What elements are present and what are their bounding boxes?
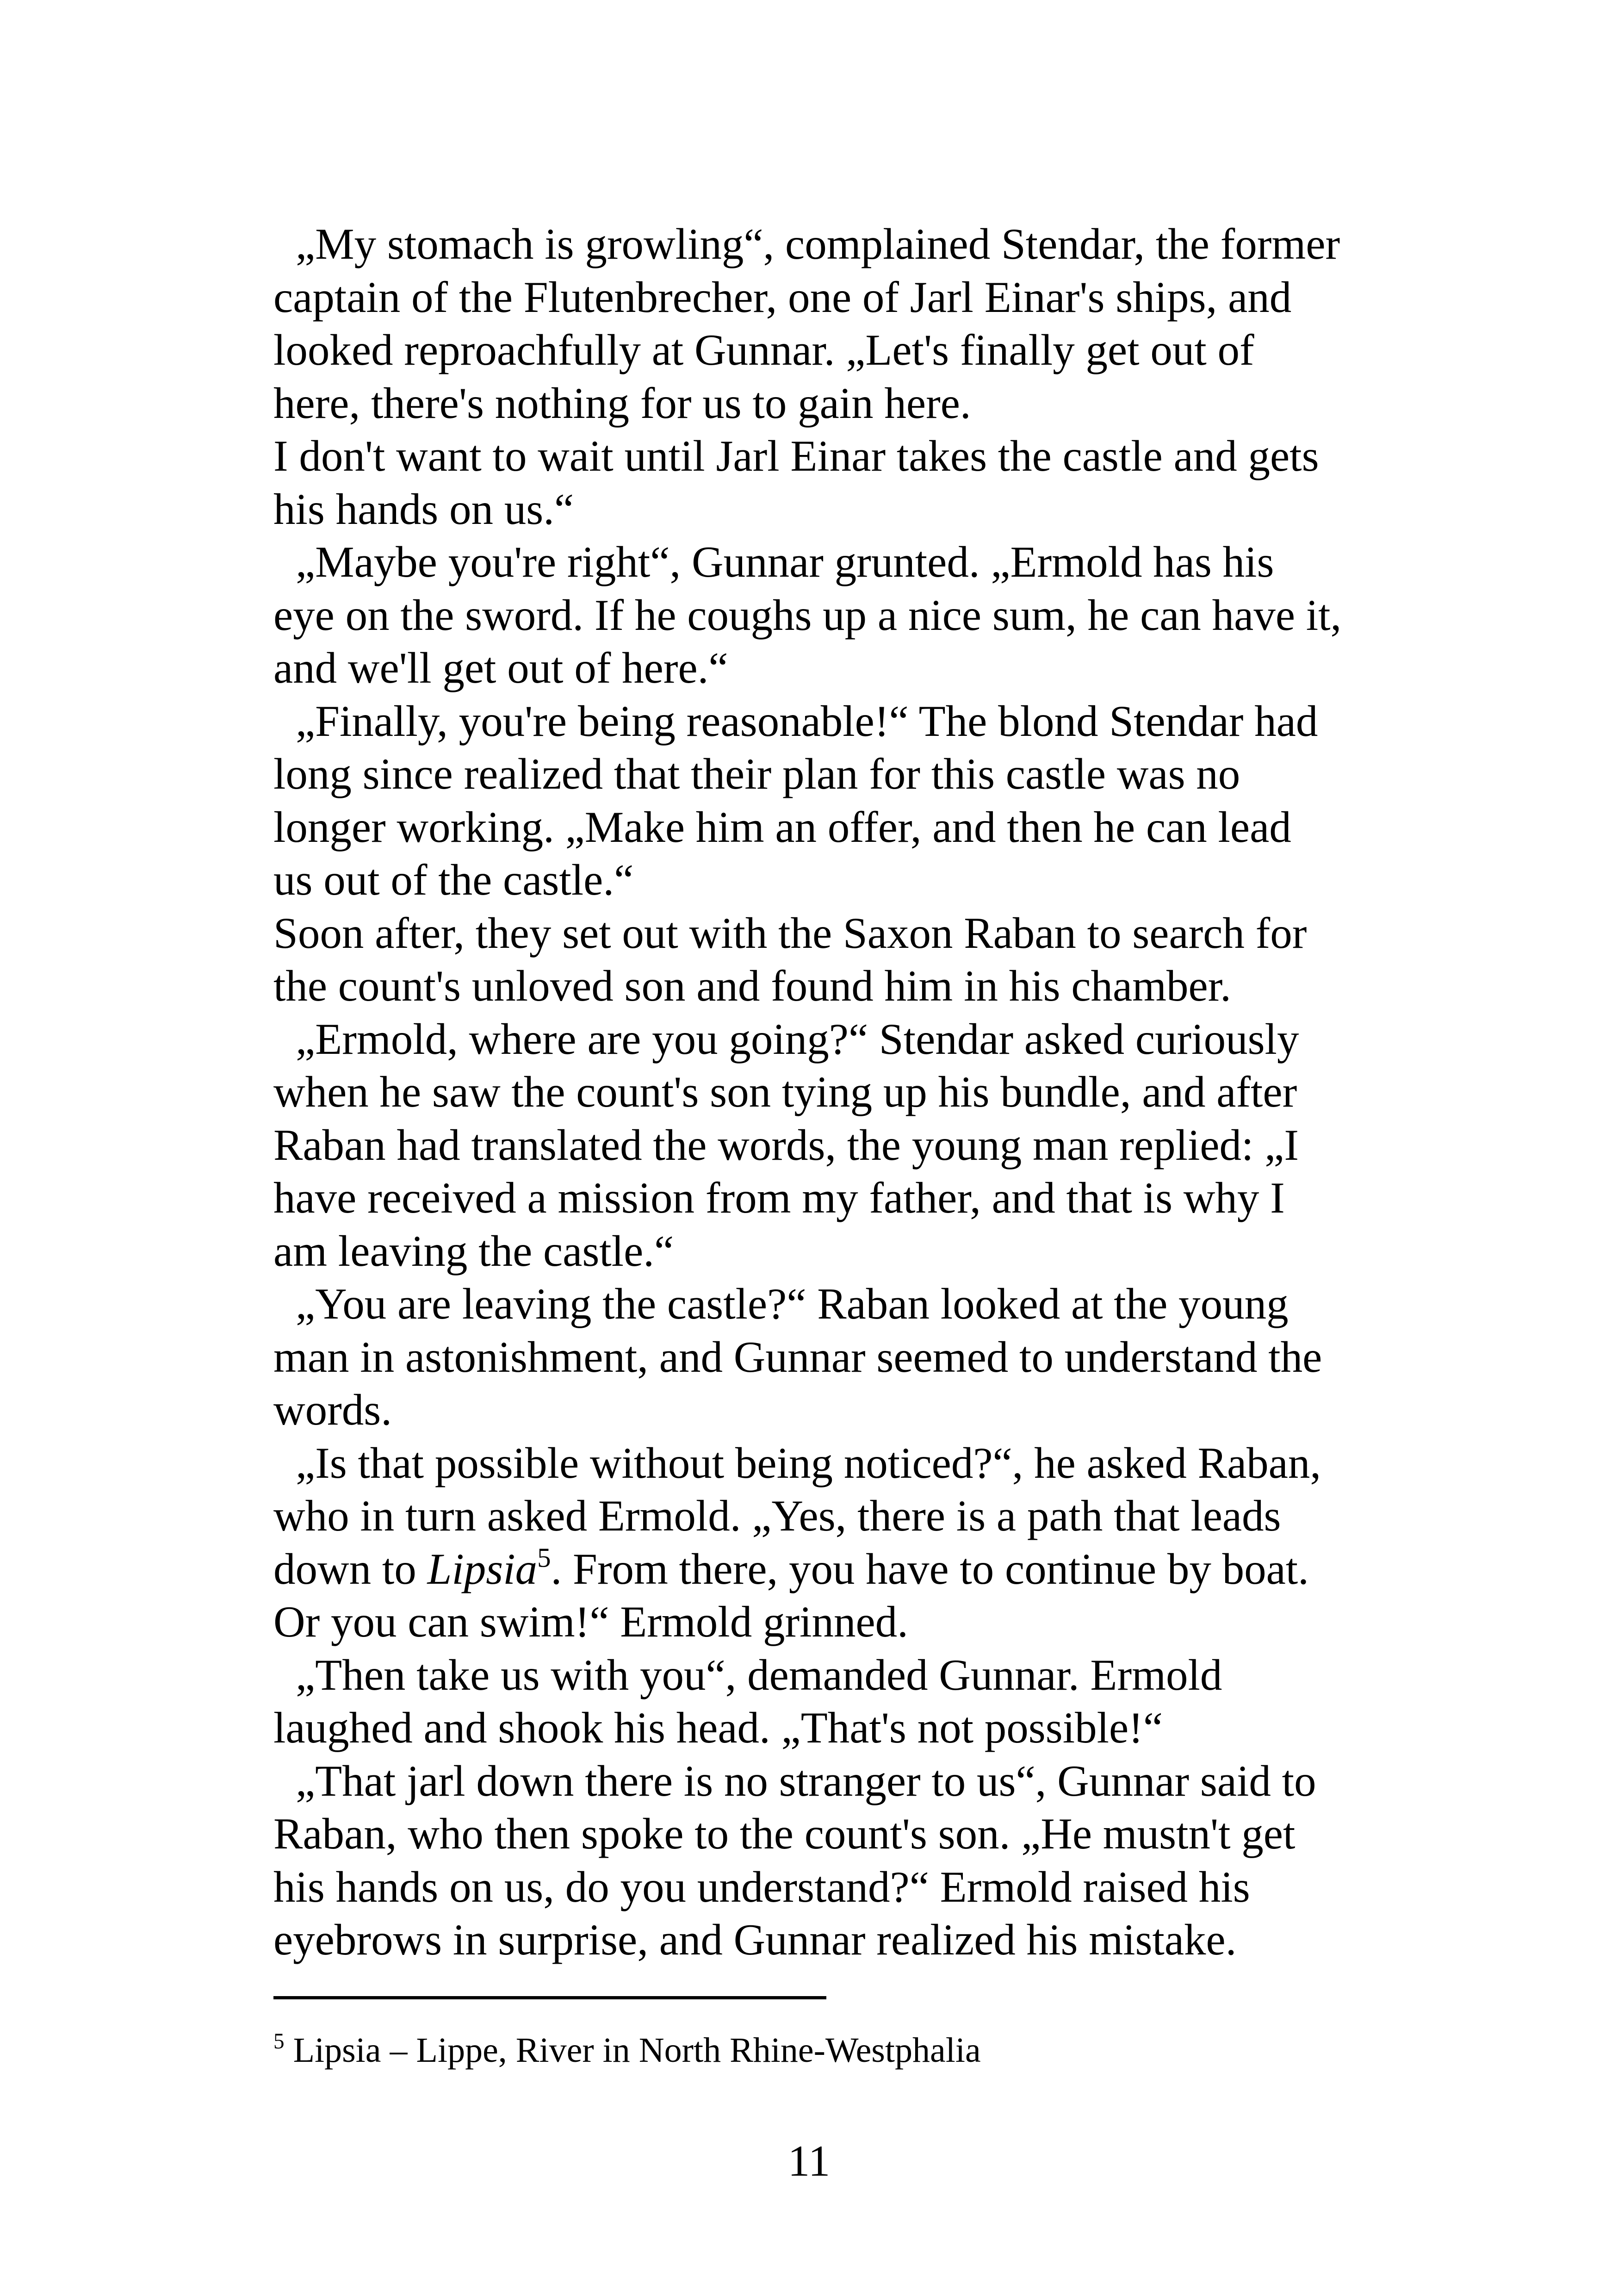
page-number: 11 — [787, 2136, 831, 2185]
text-line: Raban, who then spoke to the count's son. „He mustn't get — [273, 1809, 1296, 1858]
text-line: laughed and shook his head. „That's not possible!“ — [273, 1703, 1163, 1752]
text-line: „Is that possible without being noticed?“, he asked Raban, — [296, 1438, 1321, 1487]
text-line-with-footnote — [273, 1543, 1398, 1596]
text-line: „Ermold, where are you going?“ Stendar asked curiously — [296, 1014, 1299, 1064]
text-line: „Then take us with you“, demanded Gunnar. Ermold — [296, 1650, 1222, 1699]
text-line: and we'll get out of here.“ — [273, 643, 728, 692]
text-line: eyebrows in surprise, and Gunnar realized his mistake. — [273, 1915, 1237, 1964]
text-line: long since realized that their plan for this castle was no — [273, 749, 1240, 798]
text-line: us out of the castle.“ — [273, 855, 634, 904]
footnote-separator — [273, 1996, 826, 1999]
text-line: „Maybe you're right“, Gunnar grunted. „Ermold has his — [296, 537, 1274, 586]
text-line: the count's unloved son and found him in his chamber. — [273, 961, 1231, 1010]
text-line: his hands on us, do you understand?“ Ermold raised his — [273, 1862, 1250, 1911]
text-line: looked reproachfully at Gunnar. „Let's finally get out of — [273, 325, 1254, 374]
footnote — [273, 2028, 1398, 2072]
text-line: am leaving the castle.“ — [273, 1226, 674, 1276]
text-line: captain of the Flutenbrecher, one of Jarl Einar's ships, and — [273, 272, 1292, 322]
text-line: „Finally, you're being reasonable!“ The blond Stendar had — [296, 696, 1318, 746]
text-line: words. — [273, 1385, 392, 1434]
text-line: longer working. „Make him an offer, and then he can lead — [273, 802, 1291, 852]
text-line: when he saw the count's son tying up his bundle, and after — [273, 1067, 1297, 1116]
text-line: Or you can swim!“ Ermold grinned. — [273, 1597, 908, 1646]
text-line: „That jarl down there is no stranger to us“, Gunnar said to — [296, 1756, 1316, 1805]
text-line: Raban had translated the words, the young man replied: „I — [273, 1120, 1299, 1170]
text-line: I don't want to wait until Jarl Einar takes the castle and gets — [273, 431, 1319, 480]
footnote-text: Lipsia – Lippe, River in North Rhine-Westphalia — [284, 2031, 981, 2070]
footnote-reference-marker[interactable]: 5 — [537, 1542, 551, 1573]
text-line: man in astonishment, and Gunnar seemed to understand the — [273, 1332, 1322, 1381]
text-line: „You are leaving the castle?“ Raban looked at the young — [296, 1279, 1289, 1328]
text-line: eye on the sword. If he coughs up a nice sum, he can have it, — [273, 590, 1342, 640]
footnote-marker: 5 — [273, 2029, 285, 2053]
italic-place-name: Lipsia — [427, 1544, 538, 1593]
text-segment: . From there, you have to continue by boat. — [551, 1544, 1309, 1593]
text-line: „My stomach is growling“, complained Stendar, the former — [296, 219, 1340, 268]
body-text — [273, 218, 1398, 1966]
text-line: here, there's nothing for us to gain here. — [273, 378, 971, 428]
text-line: have received a mission from my father, and that is why I — [273, 1173, 1285, 1222]
text-line: his hands on us.“ — [273, 484, 574, 534]
text-line: Soon after, they set out with the Saxon Raban to search for — [273, 908, 1307, 958]
text-segment: down to — [273, 1544, 428, 1593]
text-line: who in turn asked Ermold. „Yes, there is a path that leads — [273, 1491, 1281, 1540]
